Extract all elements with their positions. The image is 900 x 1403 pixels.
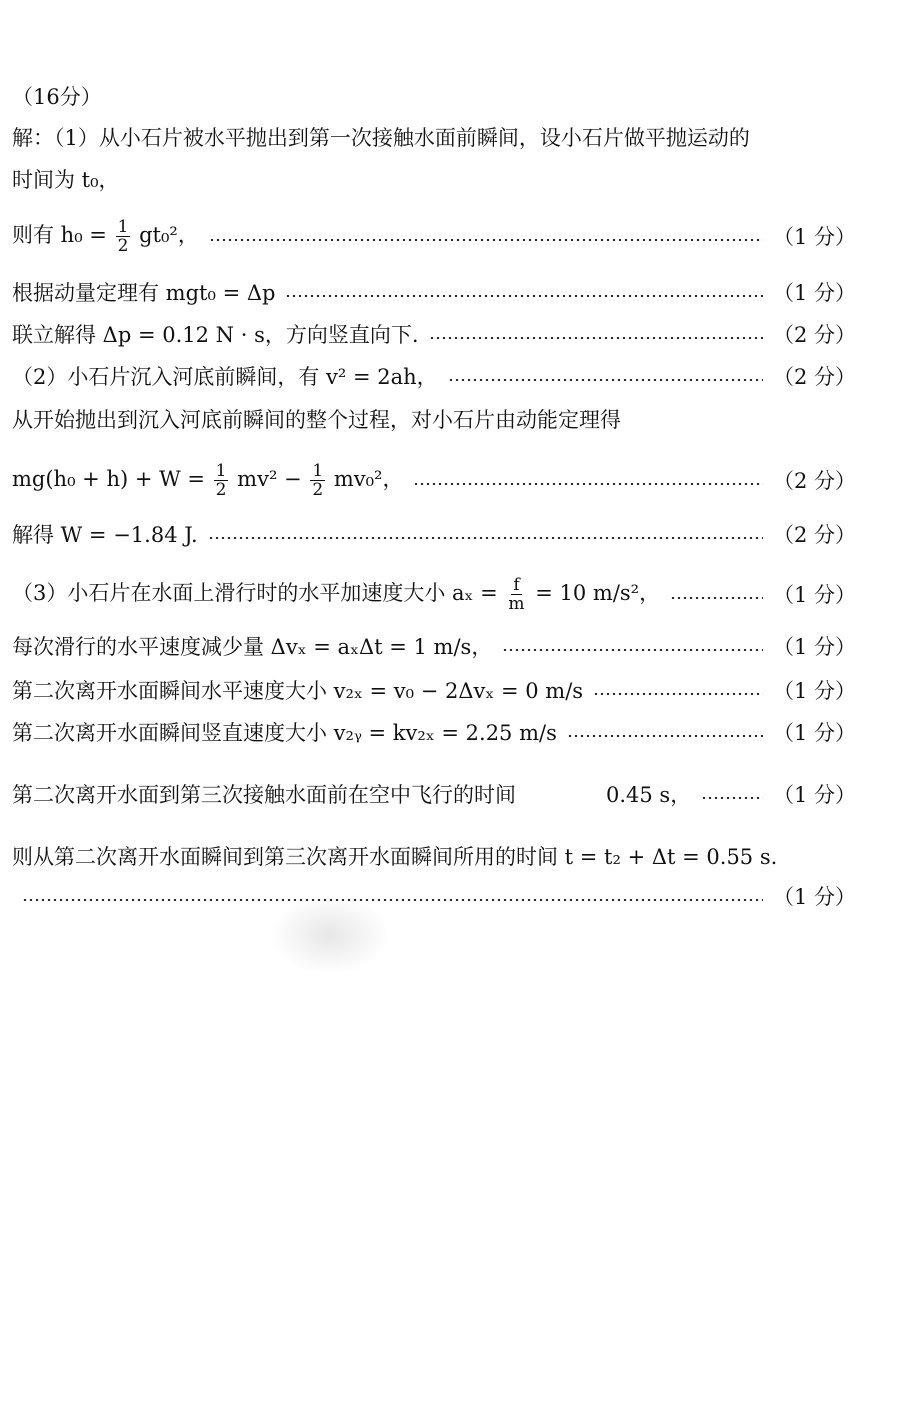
equation-suffix: gt₀²， (139, 223, 199, 247)
solution-line-10 (12, 576, 856, 613)
fraction-numerator: 1 (215, 461, 227, 481)
header-text: （16分） (12, 85, 102, 109)
solution-line-12 (12, 676, 856, 706)
solution-text: 每次滑行的水平速度减少量 Δvₓ = aₓΔt = 1 m/s， (12, 635, 493, 659)
fraction-denominator: m (508, 594, 525, 614)
score-label: （2 分） (772, 468, 856, 493)
solution-line-6 (12, 362, 856, 392)
solution-line-9 (12, 520, 856, 550)
score-label: （1 分） (772, 679, 856, 703)
score-label: （1 分） (772, 281, 856, 305)
dotted-leader (413, 483, 762, 485)
solution-line-15 (12, 842, 856, 872)
solution-text: 第二次离开水面瞬间竖直速度大小 v₂ᵧ = kv₂ₓ = 2.25 m/s (12, 721, 557, 745)
solution-text: （2）小石片沉入河底前瞬间，有 v² = 2ah， (12, 365, 438, 389)
equation-prefix: 则有 h₀ = (12, 223, 107, 247)
equation-prefix: （3）小石片在水面上滑行时的水平加速度大小 aₓ = (12, 581, 498, 605)
question-score-header (12, 82, 856, 112)
fraction-denominator: 2 (117, 236, 129, 256)
score-label: （1 分） (772, 783, 856, 807)
dotted-leader (208, 537, 763, 539)
dotted-leader (22, 899, 763, 901)
score-label: （1 分） (772, 885, 856, 909)
equation-text (12, 576, 660, 613)
fraction-numerator: 1 (312, 461, 324, 481)
score-label: （1 分） (772, 224, 856, 249)
score-label: （1 分） (772, 582, 856, 607)
fraction (506, 576, 526, 613)
solution-line-4 (12, 278, 856, 308)
solution-text: 从开始抛出到沉入河底前瞬间的整个过程，对小石片由动能定理得 (12, 408, 621, 432)
equation-text (12, 462, 403, 499)
dotted-leader (701, 797, 763, 799)
solution-line-7 (12, 405, 856, 435)
solution-line-3 (12, 218, 856, 255)
solution-line-5 (12, 320, 856, 350)
solution-text: 则从第二次离开水面瞬间到第三次离开水面瞬间所用的时间 t = t₂ + Δt = 0.55 s. (12, 845, 778, 869)
dotted-leader (209, 239, 763, 241)
equation-prefix: mg(h₀ + h) + W = (12, 467, 205, 491)
solution-line-13 (12, 718, 856, 748)
fraction (310, 462, 325, 499)
ink-smudge (270, 895, 390, 975)
equation-suffix: = 10 m/s²， (535, 581, 661, 605)
solution-text: 时间为 t₀， (12, 168, 120, 192)
equation-suffix: mv₀²， (333, 467, 404, 491)
score-label: （2 分） (772, 365, 856, 389)
solution-line-14 (12, 780, 856, 810)
score-label: （2 分） (772, 323, 856, 347)
score-label: （1 分） (772, 635, 856, 659)
fraction-denominator: 2 (215, 480, 227, 500)
solution-text: 解得 W = −1.84 J. (12, 523, 198, 547)
fraction-denominator: 2 (312, 480, 324, 500)
dotted-leader (670, 597, 763, 599)
solution-text: 联立解得 Δp = 0.12 N · s，方向竖直向下. (12, 323, 419, 347)
dotted-leader (429, 337, 763, 339)
solution-text: 第二次离开水面到第三次接触水面前在空中飞行的时间 (12, 783, 516, 807)
fraction-numerator: 1 (117, 217, 129, 237)
fraction (116, 218, 131, 255)
dotted-leader (448, 379, 763, 381)
fraction-numerator: f (513, 575, 520, 595)
dotted-leader (593, 693, 763, 695)
fraction (214, 462, 229, 499)
equation-text (12, 218, 199, 255)
solution-text: 根据动量定理有 mgt₀ = Δp (12, 281, 276, 305)
score-label: （1 分） (772, 721, 856, 745)
solution-text: 第二次离开水面瞬间水平速度大小 v₂ₓ = v₀ − 2Δvₓ = 0 m/s (12, 679, 584, 703)
dotted-leader (567, 735, 763, 737)
dotted-leader (285, 295, 763, 297)
solution-line-16 (12, 882, 856, 912)
dotted-leader (502, 649, 763, 651)
equation-middle: mv² − (237, 467, 302, 491)
solution-line-1 (12, 123, 856, 153)
solution-line-8 (12, 462, 856, 499)
time-value: 0.45 s， (606, 783, 692, 807)
score-label: （2 分） (772, 523, 856, 547)
solution-line-11 (12, 632, 856, 662)
solution-text: 解：（1）从小石片被水平抛出到第一次接触水面前瞬间，设小石片做平抛运动的 (12, 126, 750, 150)
solution-line-2 (12, 165, 856, 195)
